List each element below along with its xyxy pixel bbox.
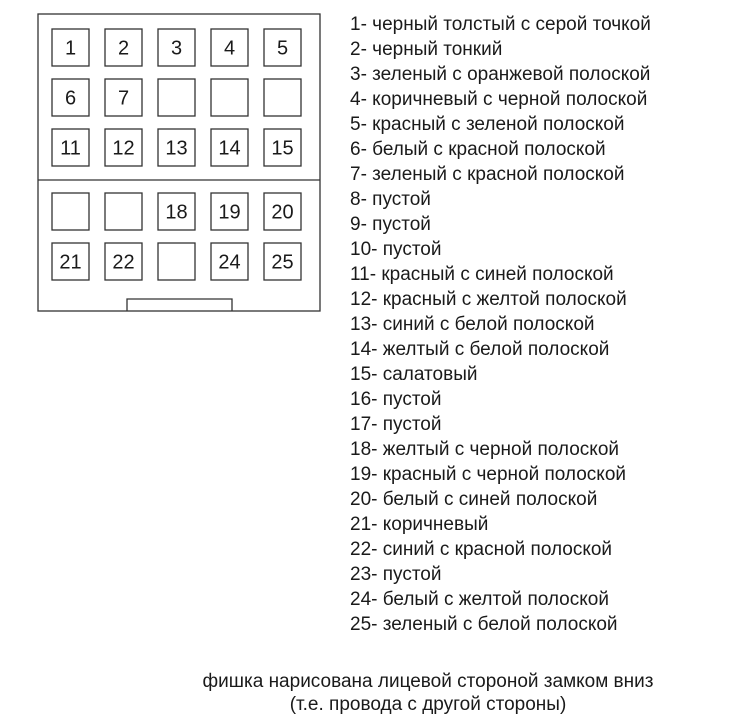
legend-item-20: 20- белый с синей полоской [350,489,598,510]
pin-number-22: 22 [112,251,135,274]
note-line-1: фишка нарисована лицевой стороной замком вниз [202,671,654,692]
legend-item-19: 19- красный с черной полоской [350,464,627,485]
pin-slot-16 [52,193,89,230]
legend-item-5: 5- красный с зеленой полоской [350,114,625,135]
legend-item-9: 9- пустой [350,214,431,235]
pin-number-19: 19 [218,201,241,224]
pin-number-1: 1 [64,37,77,60]
legend-item-18: 18- желтый с черной полоской [350,439,619,460]
legend-item-6: 6- белый с красной полоской [350,139,606,160]
legend-item-15: 15- салатовый [350,364,478,385]
legend-item-7: 7- зеленый с красной полоской [350,164,625,185]
pin-slot-17 [105,193,142,230]
wire-legend [350,12,651,637]
pin-number-4: 4 [223,37,236,60]
connector-diagram [0,0,340,330]
orientation-note [0,670,748,716]
legend-item-8: 8- пустой [350,189,431,210]
pin-slot-23 [158,243,195,280]
legend-item-1: 1- черный толстый с серой точкой [350,14,651,35]
pin-number-25: 25 [271,251,294,274]
pin-slot-8 [158,79,195,116]
pin-number-21: 21 [59,251,82,274]
pin-number-13: 13 [165,137,188,160]
pin-number-20: 20 [271,201,294,224]
legend-item-16: 16- пустой [350,389,442,410]
pin-number-14: 14 [218,137,241,160]
legend-item-22: 22- синий с красной полоской [350,539,613,560]
note-line-2: (т.е. провода с другой стороны) [289,694,567,715]
pin-number-12: 12 [112,137,135,160]
pin-grid [52,29,301,280]
legend-item-13: 13- синий с белой полоской [350,314,595,335]
pin-number-2: 2 [117,37,130,60]
legend-item-24: 24- белый с желтой полоской [350,589,609,610]
legend-item-2: 2- черный тонкий [350,39,503,60]
pin-number-5: 5 [276,37,289,60]
pin-slot-10 [264,79,301,116]
pin-number-7: 7 [117,87,130,110]
legend-item-23: 23- пустой [350,564,442,585]
legend-item-12: 12- красный с желтой полоской [350,289,627,310]
pin-number-18: 18 [165,201,188,224]
legend-item-17: 17- пустой [350,414,442,435]
legend-item-4: 4- коричневый с черной полоской [350,89,648,110]
pin-number-6: 6 [64,87,77,110]
legend-item-10: 10- пустой [350,239,442,260]
legend-item-21: 21- коричневый [350,514,489,535]
pin-number-11: 11 [60,137,81,160]
pin-number-15: 15 [271,137,294,160]
legend-item-3: 3- зеленый с оранжевой полоской [350,64,651,85]
legend-item-25: 25- зеленый с белой полоской [350,614,618,635]
connector-latch [38,299,232,311]
legend-item-14: 14- желтый с белой полоской [350,339,610,360]
pin-slot-9 [211,79,248,116]
legend-item-11: 11- красный с синей полоской [350,264,614,285]
pin-number-3: 3 [170,37,183,60]
pin-number-24: 24 [218,251,241,274]
